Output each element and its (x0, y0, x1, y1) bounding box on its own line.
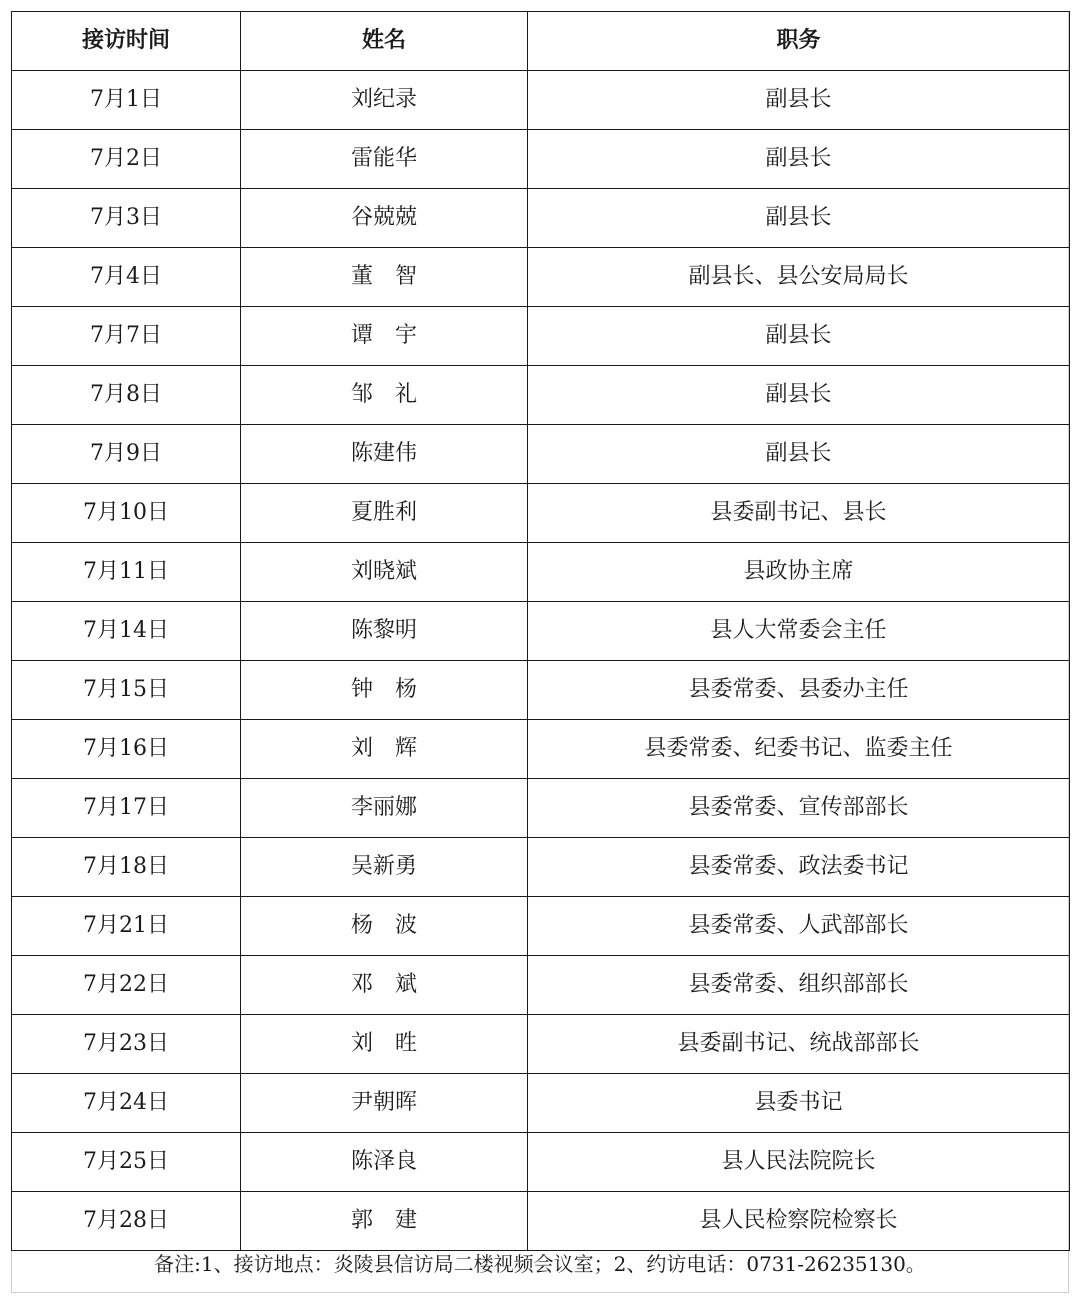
cell-title: 县委副书记、统战部部长 (528, 1015, 1070, 1074)
cell-name: 陈泽良 (241, 1133, 528, 1192)
cell-name: 董 智 (241, 248, 528, 307)
cell-name: 杨 波 (241, 897, 528, 956)
cell-name: 雷能华 (241, 130, 528, 189)
cell-title: 县委常委、纪委书记、监委主任 (528, 720, 1070, 779)
cell-name: 邹 礼 (241, 366, 528, 425)
cell-title: 副县长 (528, 71, 1070, 130)
cell-title: 县委常委、县委办主任 (528, 661, 1070, 720)
table-row (12, 1133, 1070, 1192)
cell-name: 刘 甠 (241, 1015, 528, 1074)
cell-date: 7月25日 (12, 1133, 241, 1192)
table-row (12, 189, 1070, 248)
table-row (12, 720, 1070, 779)
cell-name: 刘 辉 (241, 720, 528, 779)
cell-title: 县人大常委会主任 (528, 602, 1070, 661)
cell-date: 7月24日 (12, 1074, 241, 1133)
cell-date: 7月22日 (12, 956, 241, 1015)
cell-date: 7月10日 (12, 484, 241, 543)
cell-date: 7月4日 (12, 248, 241, 307)
cell-name: 夏胜利 (241, 484, 528, 543)
cell-title: 副县长 (528, 425, 1070, 484)
cell-title: 县人民法院院长 (528, 1133, 1070, 1192)
table-row (12, 779, 1070, 838)
cell-name: 钟 杨 (241, 661, 528, 720)
table-row (12, 366, 1070, 425)
table-row (12, 956, 1070, 1015)
cell-title: 副县长、县公安局局长 (528, 248, 1070, 307)
table-row (12, 1192, 1070, 1251)
table-row (12, 130, 1070, 189)
header-date: 接访时间 (12, 12, 241, 71)
header-name: 姓名 (241, 12, 528, 71)
table-row (12, 1015, 1070, 1074)
cell-title: 县委副书记、县长 (528, 484, 1070, 543)
cell-name: 吴新勇 (241, 838, 528, 897)
table-row (12, 484, 1070, 543)
reception-schedule-table (11, 11, 1070, 1251)
table-row (12, 543, 1070, 602)
cell-date: 7月11日 (12, 543, 241, 602)
cell-date: 7月28日 (12, 1192, 241, 1251)
table-row (12, 838, 1070, 897)
table-row (12, 1074, 1070, 1133)
cell-name: 邓 斌 (241, 956, 528, 1015)
cell-date: 7月8日 (12, 366, 241, 425)
table-row (12, 897, 1070, 956)
cell-name: 陈建伟 (241, 425, 528, 484)
cell-name: 刘纪录 (241, 71, 528, 130)
cell-name: 郭 建 (241, 1192, 528, 1251)
cell-date: 7月21日 (12, 897, 241, 956)
table-header-row (12, 12, 1070, 71)
table-body (12, 71, 1070, 1251)
table-row (12, 71, 1070, 130)
table-row (12, 425, 1070, 484)
table-row (12, 307, 1070, 366)
cell-date: 7月14日 (12, 602, 241, 661)
cell-date: 7月9日 (12, 425, 241, 484)
cell-date: 7月16日 (12, 720, 241, 779)
cell-title: 县委常委、组织部部长 (528, 956, 1070, 1015)
cell-title: 副县长 (528, 189, 1070, 248)
cell-date: 7月1日 (12, 71, 241, 130)
cell-name: 李丽娜 (241, 779, 528, 838)
cell-date: 7月7日 (12, 307, 241, 366)
cell-title: 县委书记 (528, 1074, 1070, 1133)
cell-name: 陈黎明 (241, 602, 528, 661)
cell-date: 7月2日 (12, 130, 241, 189)
cell-title: 县政协主席 (528, 543, 1070, 602)
table-row (12, 602, 1070, 661)
cell-name: 谷兢兢 (241, 189, 528, 248)
cell-name: 谭 宇 (241, 307, 528, 366)
cell-date: 7月18日 (12, 838, 241, 897)
cell-title: 县人民检察院检察长 (528, 1192, 1070, 1251)
cell-date: 7月23日 (12, 1015, 241, 1074)
cell-date: 7月3日 (12, 189, 241, 248)
cell-title: 县委常委、人武部部长 (528, 897, 1070, 956)
footnote: 备注:1、接访地点：炎陵县信访局二楼视频会议室；2、约访电话：0731-26235130。 (154, 1252, 926, 1276)
cell-title: 县委常委、宣传部部长 (528, 779, 1070, 838)
header-title: 职务 (528, 12, 1070, 71)
table-row (12, 661, 1070, 720)
cell-date: 7月17日 (12, 779, 241, 838)
cell-title: 副县长 (528, 130, 1070, 189)
cell-title: 县委常委、政法委书记 (528, 838, 1070, 897)
cell-name: 刘晓斌 (241, 543, 528, 602)
table-row (12, 248, 1070, 307)
cell-title: 副县长 (528, 307, 1070, 366)
cell-date: 7月15日 (12, 661, 241, 720)
cell-name: 尹朝晖 (241, 1074, 528, 1133)
cell-title: 副县长 (528, 366, 1070, 425)
